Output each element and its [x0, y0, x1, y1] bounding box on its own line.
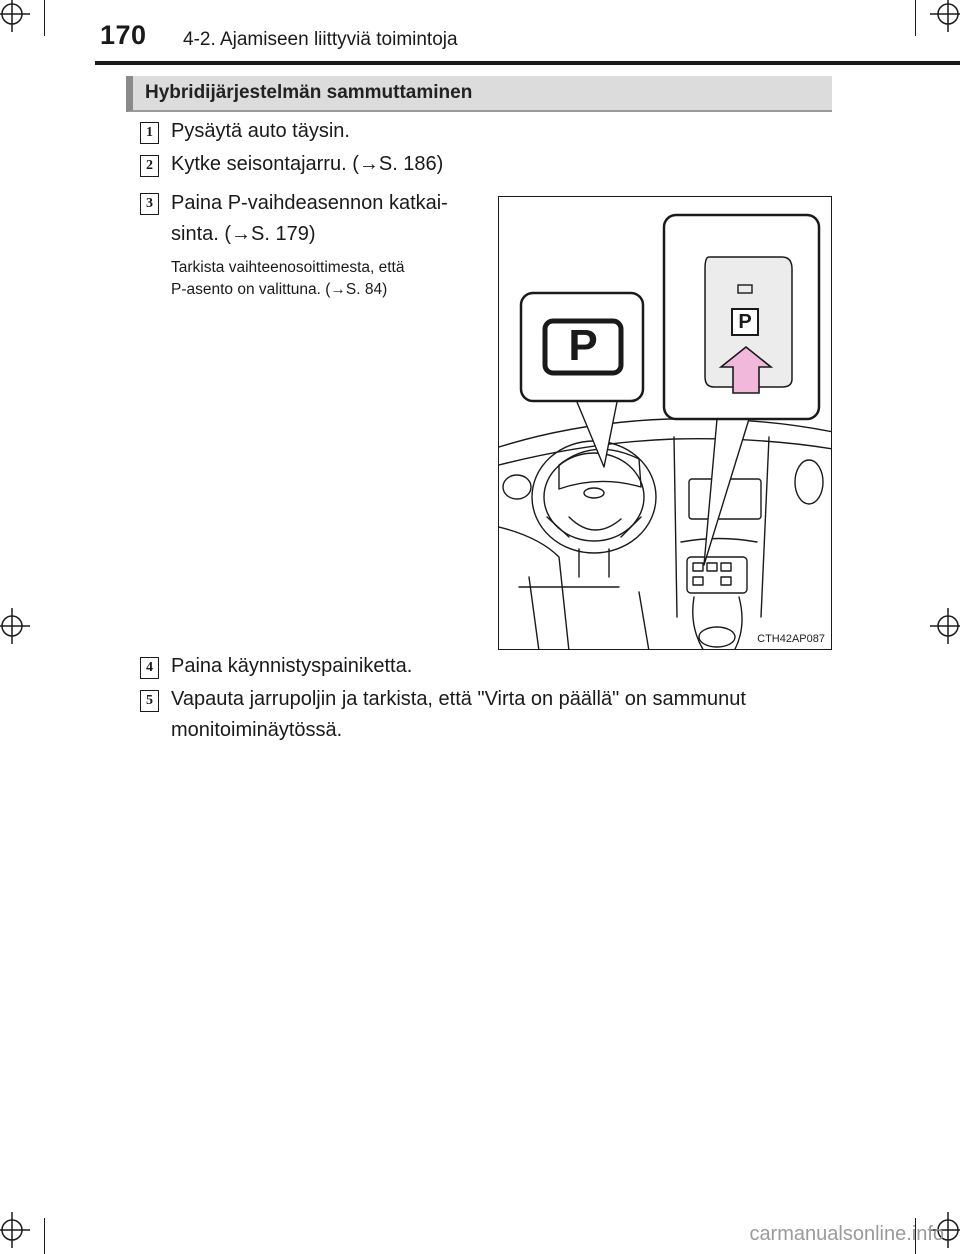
step-5-line-2: monitoiminäytössä.: [171, 719, 343, 741]
step-3-note-line-2: P-asento on valittuna. (→S. 84): [171, 281, 388, 298]
registration-mark-top-left: [0, 0, 30, 32]
figure-code: CTH42AP087: [757, 633, 825, 645]
step-badge-5: 5: [140, 690, 159, 712]
registration-mark-bottom-left: [0, 1212, 30, 1248]
chapter-title: 4-2. Ajamiseen liittyviä toimintoja: [183, 29, 458, 50]
section-heading: [126, 76, 832, 112]
site-watermark: carmanualsonline.info: [749, 1223, 944, 1245]
section-title: Hybridijärjestelmän sammuttaminen: [145, 82, 473, 103]
step-4-text: Paina käynnistyspainiketta.: [171, 655, 413, 677]
header-divider: [95, 61, 960, 65]
callout-left-p-label: P: [568, 321, 598, 370]
registration-mark-mid-left: [0, 608, 30, 644]
step-1-text: Pysäytä auto täysin.: [171, 120, 350, 142]
crop-line: [44, 1218, 45, 1254]
step-badge-3: 3: [140, 193, 159, 215]
step-3-line-2: sinta. (→S. 179): [171, 223, 316, 245]
step-badge-2: 2: [140, 155, 159, 177]
step-3-note-line-1: Tarkista vaihteenosoittimesta, että: [171, 259, 405, 276]
crop-line: [915, 0, 916, 36]
step-2-text: Kytke seisontajarru. (→S. 186): [171, 153, 444, 175]
crop-line: [44, 0, 45, 36]
page-number: 170: [100, 20, 147, 50]
step-3-line-1: Paina P-vaihdeasennon katkai-: [171, 192, 448, 214]
registration-mark-mid-right: [930, 608, 960, 644]
dashboard-drawing: [499, 197, 832, 650]
shift-button-illustration: [498, 196, 832, 650]
step-badge-1: 1: [140, 122, 159, 144]
step-badge-4: 4: [140, 657, 159, 679]
callout-right-p-label: P: [738, 311, 752, 333]
step-5-line-1: Vapauta jarrupoljin ja tarkista, että "Virta on päällä" on sammunut: [171, 688, 746, 710]
registration-mark-top-right: [930, 0, 960, 32]
